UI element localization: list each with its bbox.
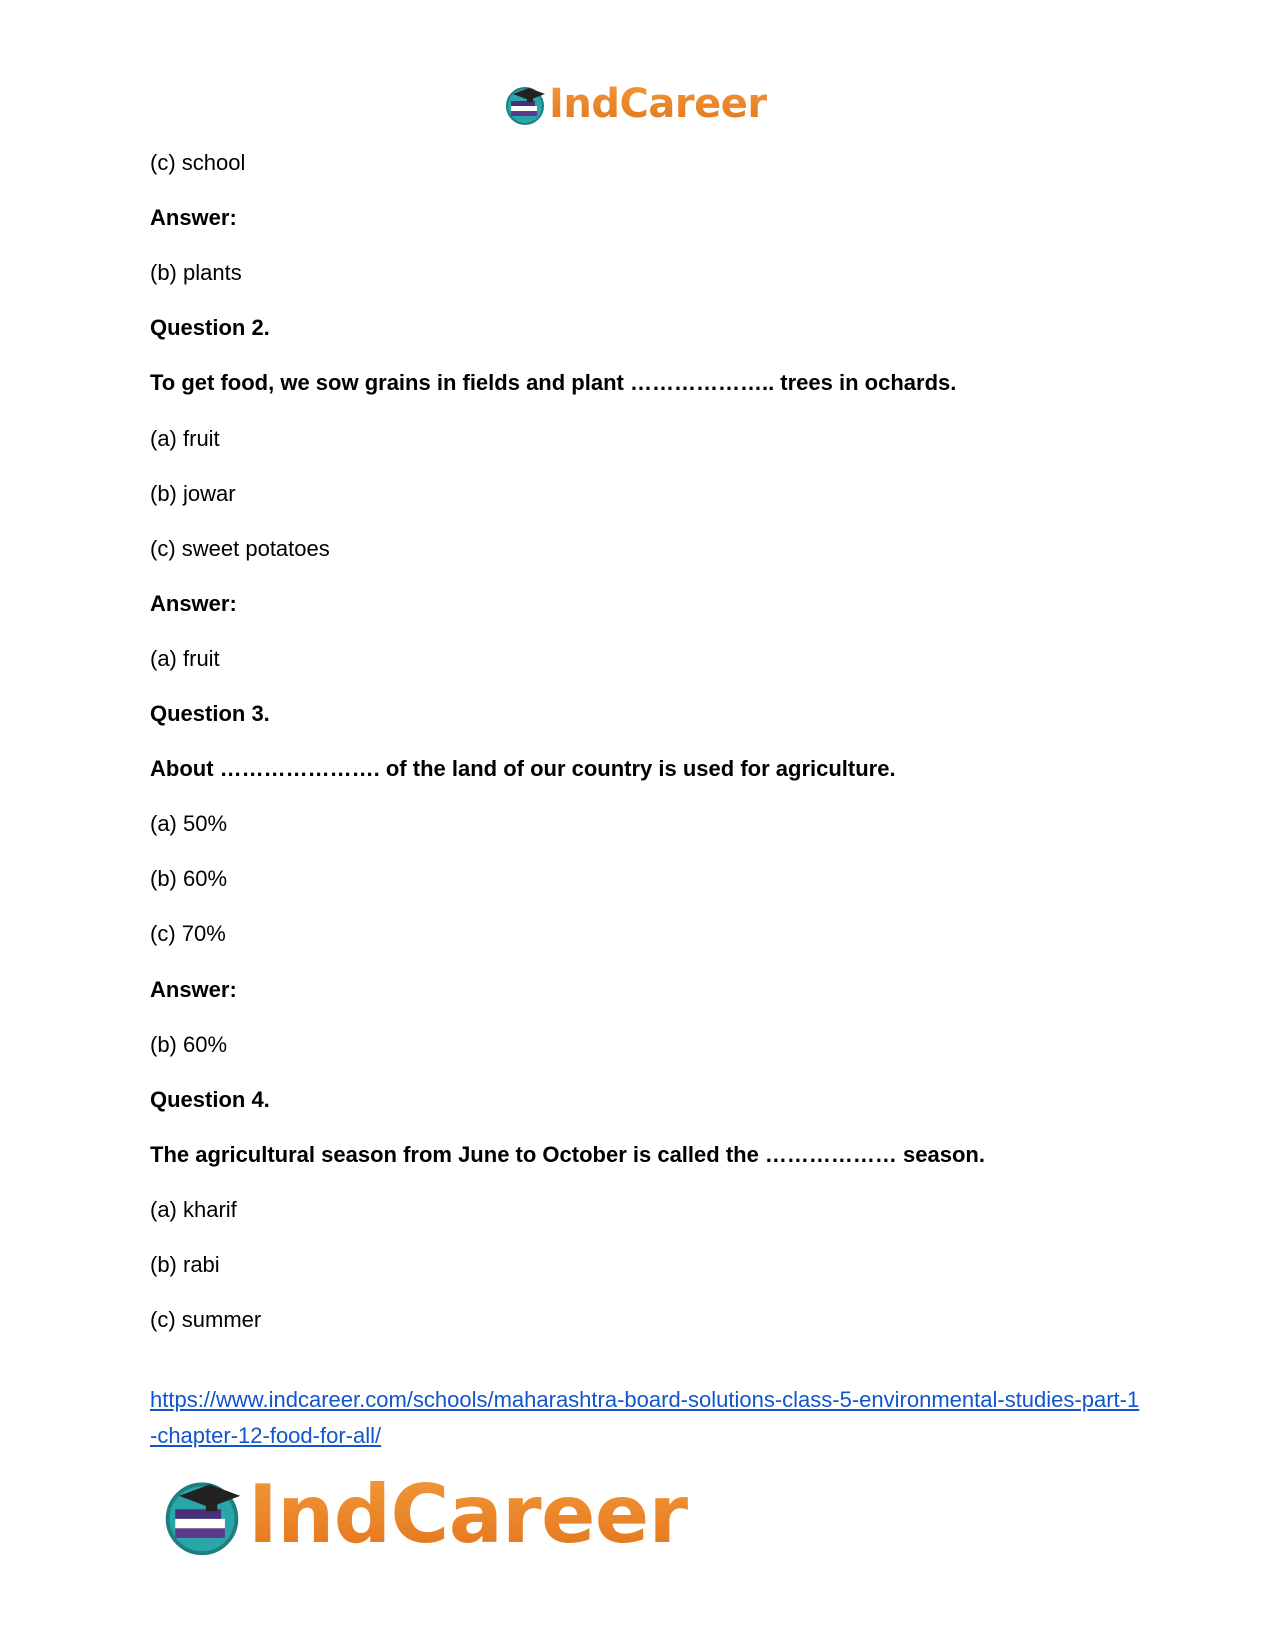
header-logo <box>503 80 767 128</box>
answer-label: Answer: <box>150 205 237 230</box>
option-item: (b) jowar <box>150 481 236 506</box>
option-item: (c) school <box>150 150 246 175</box>
graduation-book-globe-icon <box>503 82 547 126</box>
answer-label: Answer: <box>150 591 237 616</box>
question-heading: Question 3. <box>150 701 270 726</box>
option-item: (a) 50% <box>150 811 228 836</box>
header-logo-text: IndCareer <box>549 81 767 127</box>
graduation-book-globe-icon <box>160 1473 244 1557</box>
footer-logo <box>160 1470 688 1560</box>
question-text: To get food, we sow grains in fields and plant ……………….. trees in ochards. <box>150 370 957 395</box>
option-item: (b) plants <box>150 260 242 285</box>
question-text: The agricultural season from June to October is called the ……………… season. <box>150 1142 985 1167</box>
option-item: (a) kharif <box>150 1197 237 1222</box>
option-item: (b) 60% <box>150 1032 228 1057</box>
option-item: (c) summer <box>150 1307 262 1332</box>
footer-logo-text: IndCareer <box>248 1468 688 1561</box>
option-item: (a) fruit <box>150 646 220 671</box>
question-heading: Question 2. <box>150 315 270 340</box>
question-heading: Question 4. <box>150 1087 270 1112</box>
source-link[interactable]: https://www.indcareer.com/schools/maharashtra-board-solutions-class-5-environmental-studies-part-1-chapter-12-food-for-all/ <box>150 1387 1140 1448</box>
option-item: (b) 60% <box>150 866 228 891</box>
option-item: (b) rabi <box>150 1252 220 1277</box>
option-item: (c) 70% <box>150 921 226 946</box>
option-item: (a) fruit <box>150 426 220 451</box>
answer-label: Answer: <box>150 977 237 1002</box>
question-text: About …………………. of the land of our country is used for agriculture. <box>150 756 896 781</box>
option-item: (c) sweet potatoes <box>150 536 330 561</box>
